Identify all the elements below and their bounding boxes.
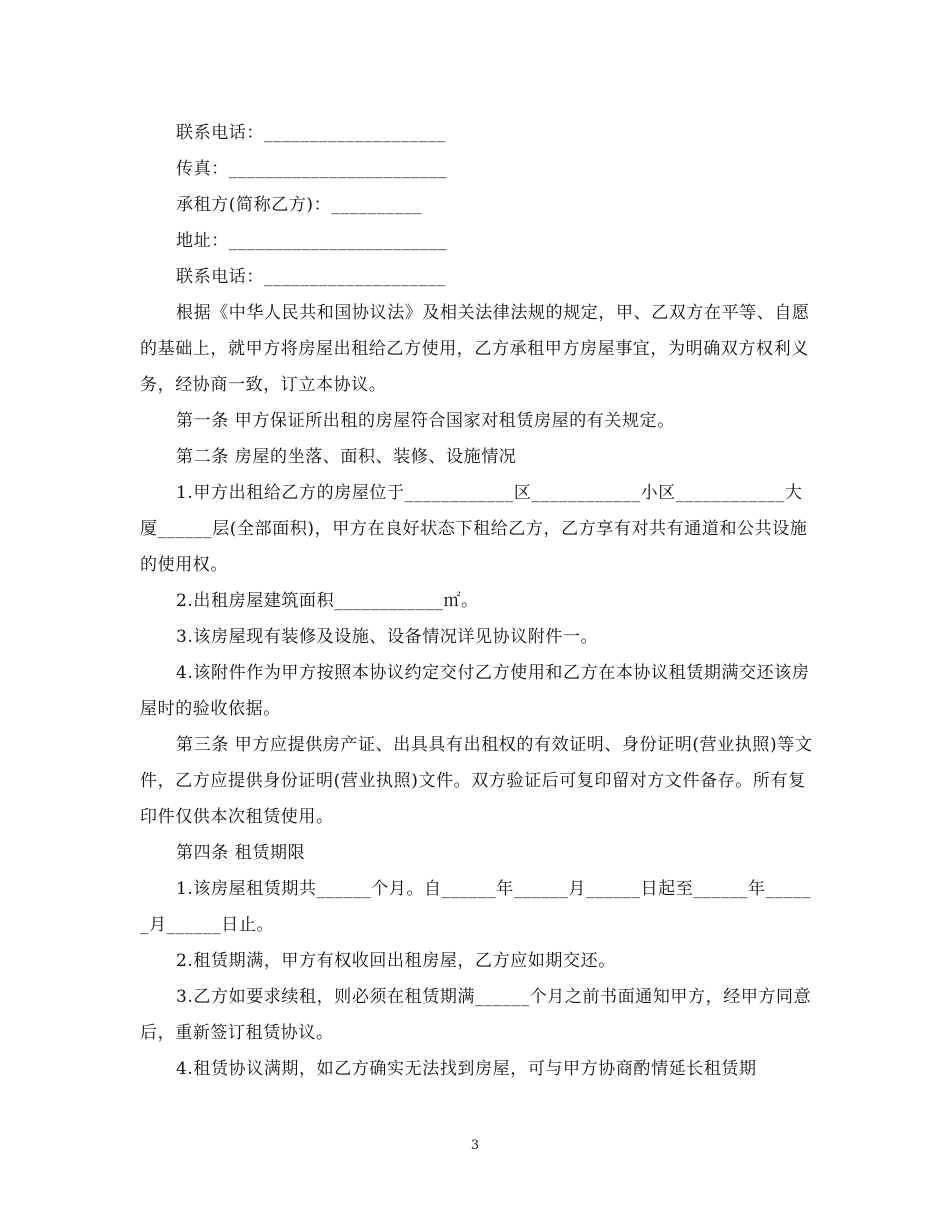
address-line: 地址：________________________ xyxy=(176,231,448,251)
contact-phone-line-1: 联系电话：____________________ xyxy=(176,123,446,143)
article-4-clause-4: 4.租赁协议满期，如乙方确实无法找到房屋，可与甲方协商酌情延长租赁期 xyxy=(176,1059,757,1079)
article-4-clause-2: 2.租赁期满，甲方有权收回出租房屋，乙方应如期交还。 xyxy=(176,951,616,971)
article-4-clause-1: 1.该房屋租赁期共______个月。自______年______月______日起至______年______月______日止。 xyxy=(140,879,812,935)
preamble-paragraph: 根据《中华人民共和国协议法》及相关法律法规的规定，甲、乙双方在平等、自愿的基础上，就甲方将房屋出租给乙方使用，乙方承租甲方房屋事宜，为明确双方权利义务，经协商一致，订立本协议。 xyxy=(140,303,810,395)
lessee-line: 承租方(简称乙方)：__________ xyxy=(176,195,423,215)
document-body xyxy=(140,115,815,1087)
article-4-heading: 第四条 租赁期限 xyxy=(176,843,306,863)
article-3: 第三条 甲方应提供房产证、出具具有出租权的有效证明、身份证明(营业执照)等文件，乙方应提供身份证明(营业执照)文件。双方验证后可复印留对方文件备存。所有复印件仅供本次租赁使用。 xyxy=(140,735,813,827)
article-2-clause-2: 2.出租房屋建筑面积____________㎡。 xyxy=(176,591,479,611)
article-4-clause-3: 3.乙方如要求续租，则必须在租赁期满______个月之前书面通知甲方，经甲方同意后，重新签订租赁协议。 xyxy=(140,987,812,1043)
article-1: 第一条 甲方保证所出租的房屋符合国家对租赁房屋的有关规定。 xyxy=(176,411,675,431)
page-number: 3 xyxy=(470,1138,480,1153)
article-2-clause-3: 3.该房屋现有装修及设施、设备情况详见协议附件一。 xyxy=(176,627,599,647)
article-2-heading: 第二条 房屋的坐落、面积、装修、设施情况 xyxy=(176,447,517,467)
contact-phone-line-2: 联系电话：____________________ xyxy=(176,267,446,287)
article-2-clause-1: 1.甲方出租给乙方的房屋位于____________区____________小区____________大厦______层(全部面积)，甲方在良好状态下租给乙方，乙方享有对共有通道和公共设施的使用权。 xyxy=(140,483,808,575)
article-2-clause-4: 4.该附件作为甲方按照本协议约定交付乙方使用和乙方在本协议租赁期满交还该房屋时的验收依据。 xyxy=(140,663,810,719)
fax-line: 传真：________________________ xyxy=(176,159,448,179)
